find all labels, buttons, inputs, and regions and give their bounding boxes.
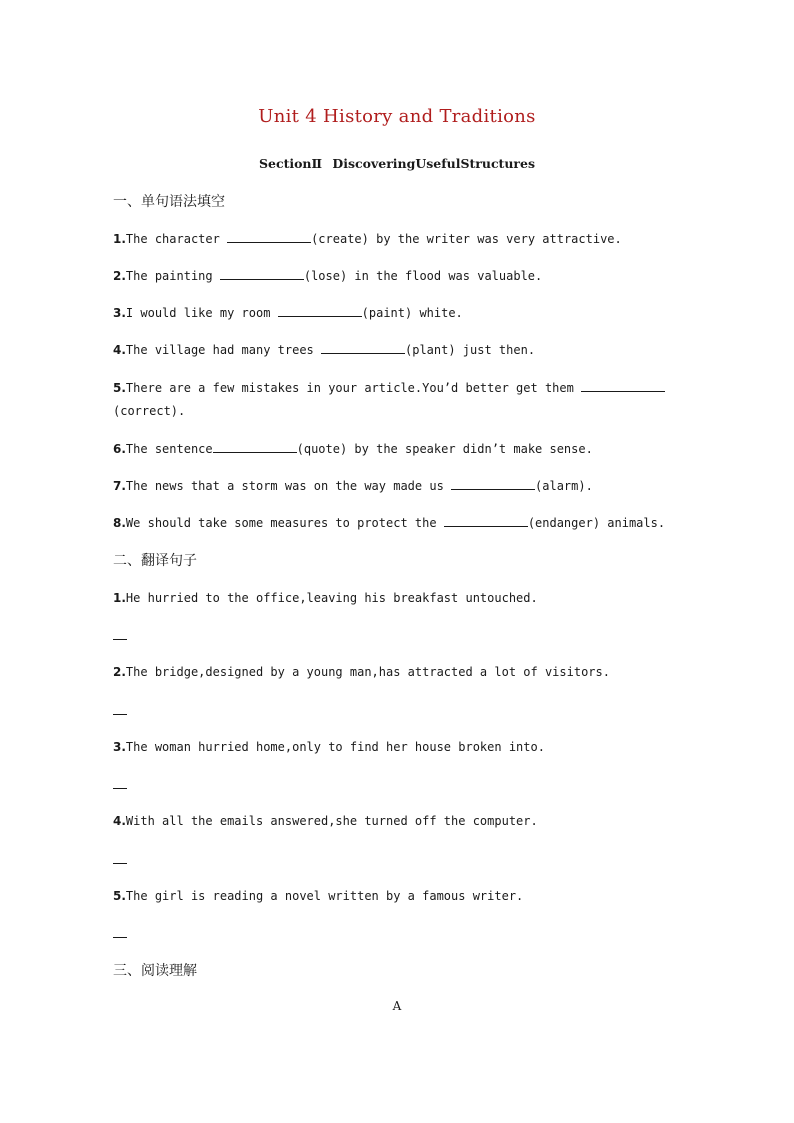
section-heading-grammar: 一、单句语法填空 [113, 194, 225, 210]
translation-question-3: 3.The woman hurried home,only to find her house broken into. [113, 740, 545, 754]
answer-blank[interactable] [581, 378, 665, 392]
translation-question-2: 2.The bridge,designed by a young man,has attracted a lot of visitors. [113, 665, 610, 679]
answer-blank[interactable] [278, 303, 362, 317]
answer-blank[interactable] [213, 439, 297, 453]
answer-blank[interactable] [220, 266, 304, 280]
grammar-question-1: 1.The character (create) by the writer was very attractive. [113, 228, 673, 251]
translation-question-1: 1.He hurried to the office,leaving his breakfast untouched. [113, 591, 538, 605]
answer-blank[interactable] [444, 513, 528, 527]
grammar-question-6: 6.The sentence (quote) by the speaker didn’t make sense. [113, 438, 673, 461]
grammar-question-5: 5.There are a few mistakes in your article.You’d better get them (correct). [113, 377, 673, 423]
section-heading-translation: 二、翻译句子 [113, 553, 197, 569]
answer-blank[interactable] [321, 340, 405, 354]
answer-blank[interactable] [227, 229, 311, 243]
translation-answer-line[interactable] [113, 788, 127, 789]
translation-answer-line[interactable] [113, 639, 127, 640]
grammar-question-4: 4.The village had many trees (plant) just then. [113, 339, 673, 362]
document-title: Unit 4 History and Traditions [258, 106, 536, 127]
grammar-question-3: 3.I would like my room (paint) white. [113, 302, 673, 325]
grammar-question-7: 7.The news that a storm was on the way made us (alarm). [113, 475, 673, 498]
answer-blank[interactable] [451, 476, 535, 490]
translation-question-4: 4.With all the emails answered,she turned off the computer. [113, 814, 538, 828]
grammar-question-2: 2.The painting (lose) in the flood was valuable. [113, 265, 673, 288]
translation-answer-line[interactable] [113, 714, 127, 715]
section-heading-reading: 三、阅读理解 [113, 963, 197, 979]
translation-question-5: 5.The girl is reading a novel written by a famous writer. [113, 889, 524, 903]
translation-answer-line[interactable] [113, 937, 127, 938]
passage-label: A [392, 999, 402, 1013]
document-subtitle: SectionⅡ DiscoveringUsefulStructures [258, 156, 535, 171]
translation-answer-line[interactable] [113, 863, 127, 864]
grammar-question-8: 8.We should take some measures to protect the (endanger) animals. [113, 512, 673, 535]
